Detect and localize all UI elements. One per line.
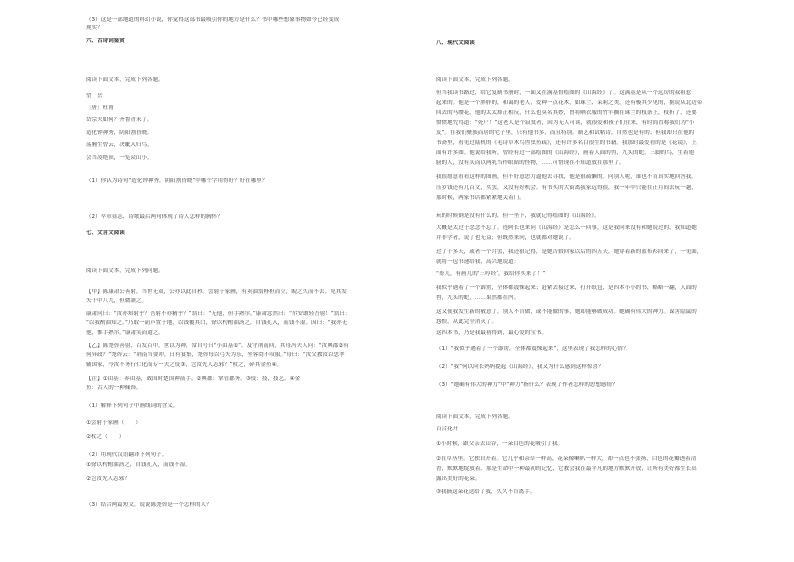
section-heading: 六、古诗词鉴赏 — [86, 38, 125, 44]
text-line: （2）卒章显志，诗歌最后两句体现了诗人怎样的胸怀？ — [86, 214, 223, 220]
text-line: ①徐以杓酌油沥之，自钱孔入，而钱不湿。 — [86, 462, 191, 468]
text-line: 阅读下面文本，完成下列各题。 — [86, 77, 164, 83]
text-line: ③我摘这朵花送给了我，久久不肯离手。 — [436, 489, 536, 495]
text-line: 玩的时候倒是没有什么的，但一坐下，我就记得绘图的《山海经》。 — [436, 213, 600, 219]
text-line: ②杖之（ ） — [86, 434, 125, 440]
text-line: 我似乎遇着了一个霹雳，全体都震悚起来；赶紧去接过来，打开纸包，是四本小小的书，略略一翻，人面的 — [436, 285, 697, 291]
text-line: 【乙】陈尧咨善射，百发百中，世以为神，常自号曰“小由基①”。及守荆南回，其母冯夫人问：“汝典郡②有 — [86, 343, 349, 349]
text-line: 书斋里，看见过陆机的《毛诗草木鸟兽虫鱼疏》，还有许多名目很生的书籍。我那时最爱看的是《花镜》，上 — [436, 140, 697, 146]
text-line: 康肃问曰：“汝亦知射乎？吾射不亦精乎？”翁曰：“无他，但手熟尔。”康肃忿然曰：“尔安敢轻吾射！”翁曰： — [86, 311, 351, 317]
text-line: 现实？ — [86, 25, 103, 31]
text-line: 望 岳 — [86, 93, 103, 99]
text-line: 会当凌绝顶，一览众山小。 — [86, 155, 153, 161]
text-line: 就将一包书递给我，高兴地说道： — [436, 259, 520, 265]
text-line: 我很愿意看看这样的图画，但不好意思力逼他去寻找，他是很疏懒的。问别人呢，谁也不肯真实地回答我。 — [436, 174, 697, 180]
text-line: 阅读下面文本，完成下列各题。 — [436, 414, 514, 420]
text-line: （3）这是一部地道的科幻小说，你觉得这部书最吸引你的地方是什么？书中哪些想象事物如今已经变成 — [86, 17, 340, 23]
text-line: （2）用现代汉语翻译下列句子。 — [86, 452, 168, 458]
text-line: 他，惟手熟尔。”康肃笑而遣之。 — [86, 330, 164, 336]
text-line: 面有许多图。他说给我听，曾经有过一部绘图的《山海经》，画着人面的兽，九头的蛇，三脚的鸟，生着翅 — [436, 150, 695, 156]
text-line: 阅读下面文本，完成下列问题。 — [86, 268, 164, 274]
text-line: 荡胸生曾云，决眦入归鸟。 — [86, 142, 153, 148]
text-line: ①小时候，跟父亲去山谷，一朵白色的花吸引了我。 — [436, 441, 564, 447]
text-line: 辅国家，今汝不务行仁化而专一夫之伎③，岂汝先人志邪？”杖之，碎其金鱼④。 — [86, 362, 283, 368]
text-line: 这四本书，乃是我最初得到，最心爱的宝书。 — [436, 330, 548, 336]
text-line: 回去的马缨花。他的太太却正相反，什么也莫名其妙，曾将晒衣服的竹竿搁在珠兰的枝条上，枝折了，还要 — [436, 110, 697, 116]
text-line: 鱼：古人的一种佩饰。 — [86, 385, 142, 391]
text-line: “以我酌油知之。”乃取一葫芦置于地，以钱覆其口，徐以杓酌油沥之，自钱孔入，而钱不湿。因曰：“我亦无 — [86, 320, 348, 326]
text-line: 【甲】陈康肃公善射，当世无双，公亦以此自矜。尝射于家圃，有卖油翁释担而立，睨之久而不去。见其发 — [86, 289, 347, 295]
text-line: “哥儿，有画儿的‘三哼经’，我给你买来了！” — [436, 271, 546, 277]
text-line: 那时候，两家书店都紧紧地关着门。 — [436, 195, 525, 201]
text-line: 压岁钱还有几百文，买罢，又没有好机会。有书买的大街离我家远得很，我一年中只能在正月间去玩一趟， — [436, 185, 697, 191]
text-line: 怨恨，从此完全消灭了。 — [436, 319, 498, 325]
text-line: 膀的人，没有头而以两乳当作眼睛的怪物，……可惜现在不知道放在那里了。 — [436, 160, 625, 166]
text-line: （1）解释下列句子中画线词的含义。 — [86, 403, 179, 409]
text-line: （1）你认为诗句“造化钟神秀，阴阳割昏晓”中哪个字用得好？好在哪里？ — [86, 178, 268, 184]
text-line: ②在草丛里，它独自开着。它几乎和杂草一样高，花朵像喇叭一样大，却一点也不张扬，白色的花瓣透着清 — [436, 456, 697, 462]
text-line: 大概是太过于念念不忘了，连阿长也来问《山海经》是怎么一回事。这是我向来没有和她说过的，我知道她 — [436, 225, 697, 231]
text-line: 这又使我发生新的敬意了，别人不肯做，或不能做的事，她却能够做成功。她确有伟大的神力。谋害隐鼠的 — [436, 309, 697, 315]
text-line: 何异政？”尧咨云：“荆南当要冲，日有宴集，尧咨每以弓矢为乐，坐客罔不叹服。”母曰：“汝父教汝以忠孝 — [86, 352, 345, 358]
text-line: 百合花开 — [436, 426, 459, 432]
text-line: （3）“她确有伟大的神力”中“神力”指什么？表现了作者怎样的思想感情？ — [436, 382, 618, 388]
text-line: ［唐］杜甫 — [86, 105, 114, 111]
text-line: 愤愤地咒骂道：“死尸！”这老人是个寂寞者，因为无人可谈，就很爱和孩子们往来，有时简直称我们为“小 — [436, 120, 695, 126]
text-line: 岱宗夫如何？齐鲁青未了。 — [86, 117, 153, 123]
text-line: 矢十中八九，但微颔之。 — [86, 298, 148, 304]
text-line: 友”。在我们聚族而居的宅子里，只有他书多，而且特别。制艺和试帖诗，自然也是有的；但我却只在他的 — [436, 130, 695, 136]
section-heading: 七、文言文阅读 — [86, 230, 125, 236]
text-line: 但当我读书路过，给它复制书册时，一面又在满基督绘图的《山海经》了。这满基是从一个远房的叔祖惹 — [436, 90, 692, 96]
text-line: 起来的。他是一个胖胖的，和蔼的老人，爱种一点花木，如珠兰、茉莉之类，还有极其少见的，据说从北边带 — [436, 100, 703, 106]
text-line: 【注】①由基：养由基，战国时楚国神箭手。②典郡：掌管郡务。③伎：技，技艺。④金 — [86, 376, 301, 382]
text-line: 过了十多天，或者一个月罢，我还很记得，是她告假回家以后的四五天，她穿着新的蓝布衫回来了，一见面， — [436, 249, 703, 255]
text-line: ①尝射于家圃（ ） — [86, 420, 141, 426]
text-line: （1）“我似乎遇着了一个霹雳，全体都震悚起来”，这里表现了我怎样的心情？ — [436, 346, 629, 352]
text-line: （2）“我”何以向长妈妈提起《山海经》，我又为什么感到这样惊喜？ — [436, 364, 604, 370]
text-line: 兽，九头的蛇，……果然都在内。 — [436, 295, 520, 301]
text-line: 阅读下面文本，完成下列各题。 — [436, 77, 514, 83]
text-line: 香，默默地绽放着。那是生命中一种最初的记忆，它教会我在最平凡的地方默默开放，让所有美好都生长出 — [436, 466, 697, 472]
text-line: 并非学者，说了也无益；但既然来问，也就都对她说了。 — [436, 235, 575, 241]
text-line: 露出美好的花朵。 — [436, 476, 481, 482]
text-line: （3）结合两篇短文，说说陈尧咨是一个怎样的人？ — [86, 502, 212, 508]
text-line: ②岂汝先人志邪？ — [86, 476, 130, 482]
text-line: 造化钟神秀，阴阳割昏晓。 — [86, 130, 153, 136]
section-heading: 八、现代文阅读 — [436, 40, 475, 46]
